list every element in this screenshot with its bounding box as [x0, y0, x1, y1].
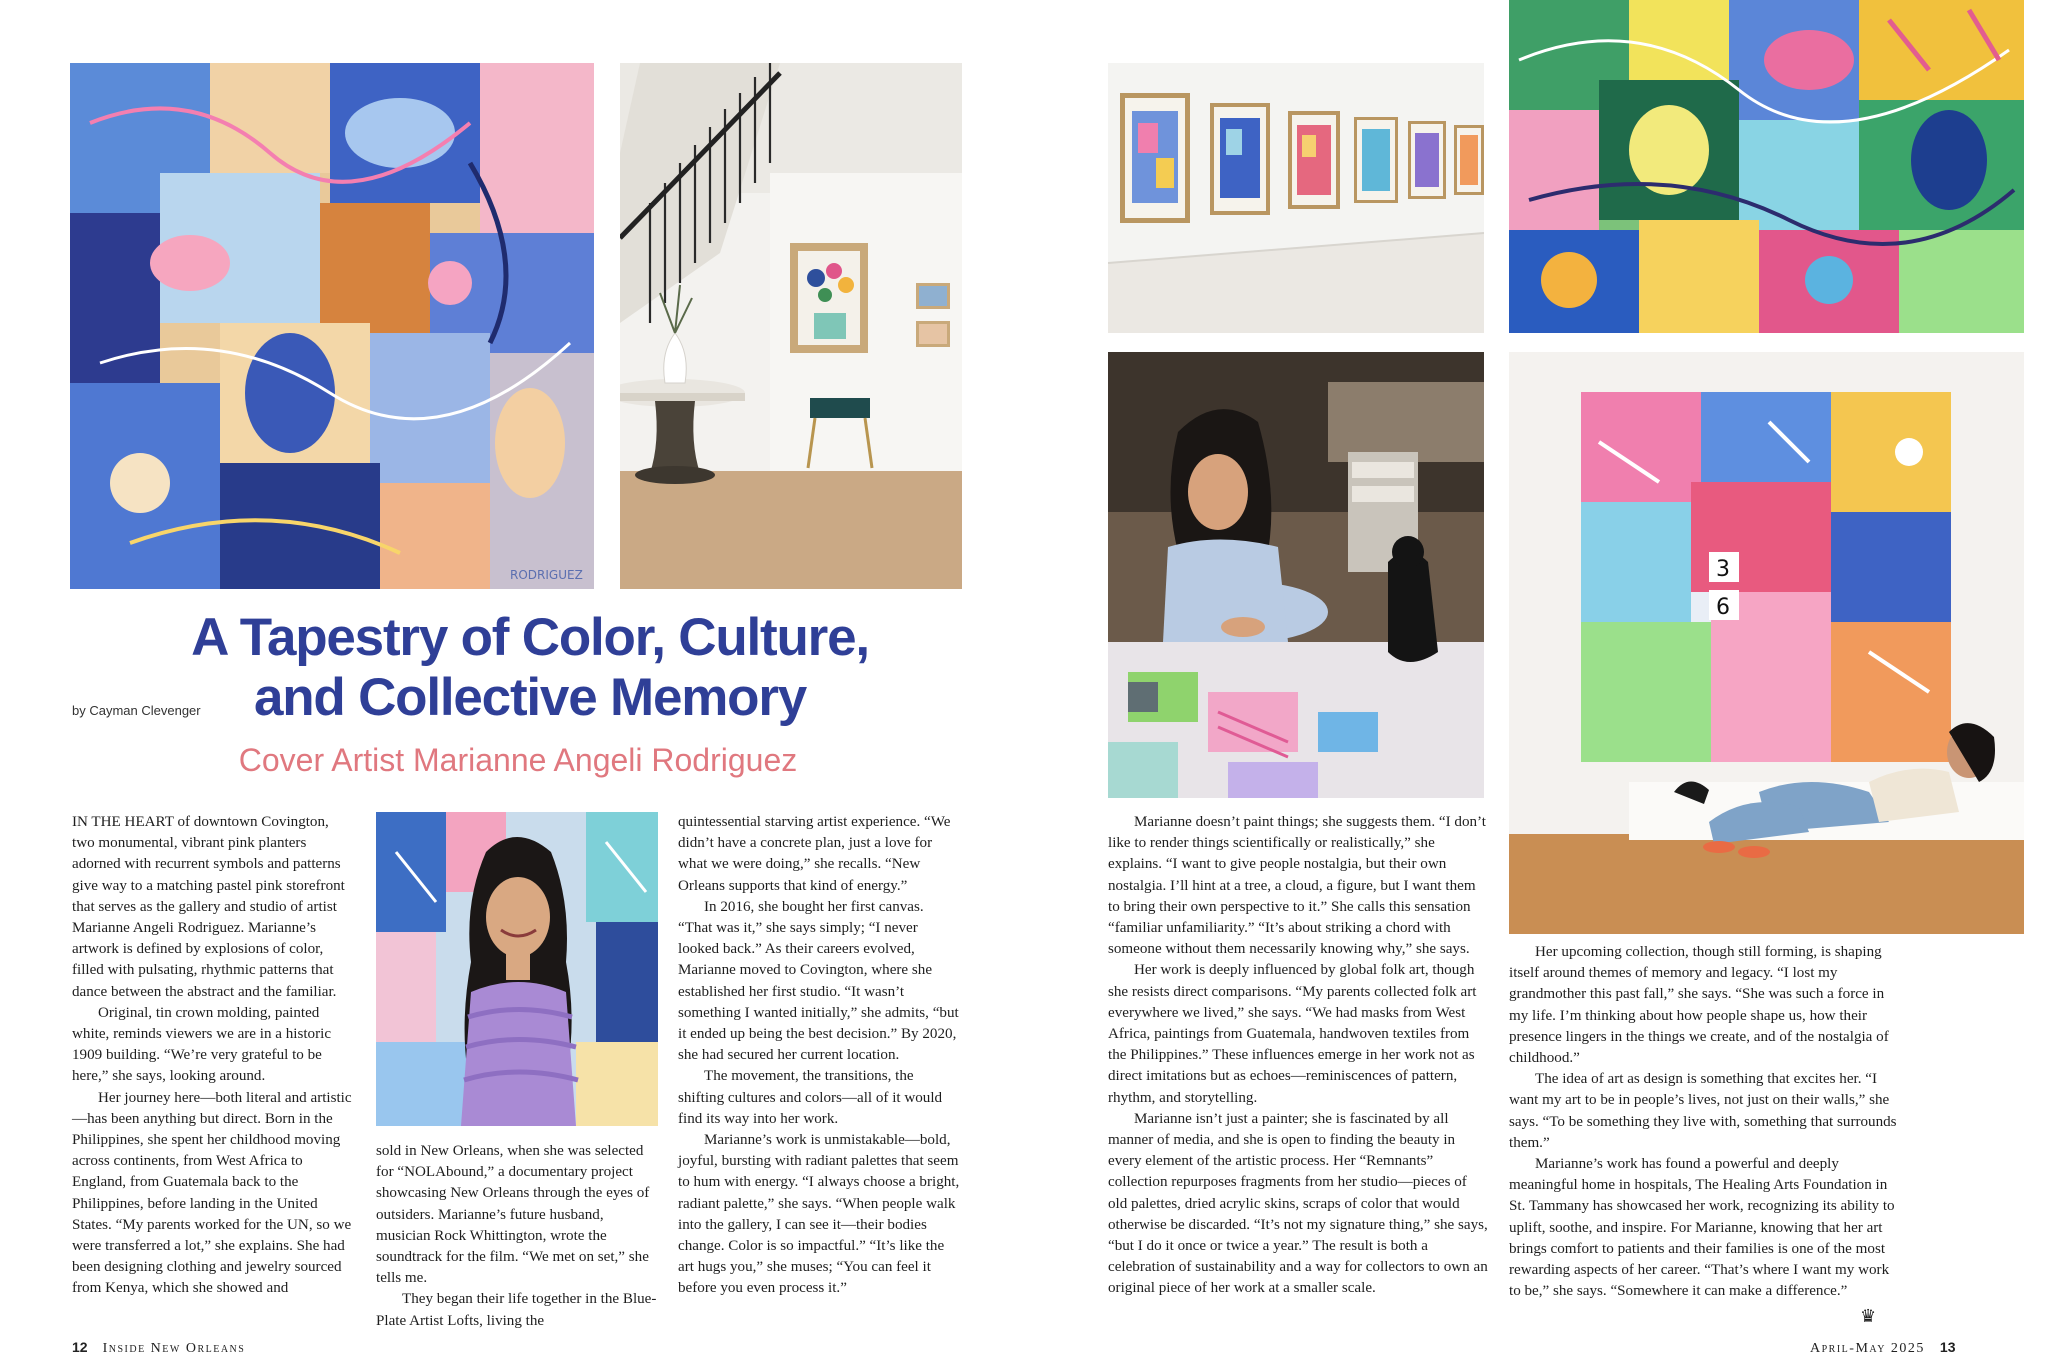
paragraph: The movement, the transitions, the shifting cultures and colors—all of it would find its way into her work.: [678, 1068, 943, 1127]
paragraph: Original, tin crown molding, painted white, reminds viewers we are in a historic 1909 building. “We’re very grateful to be here,” she says, looking around.: [72, 1004, 332, 1085]
issue-date: April-May 2025: [1810, 1341, 1925, 1356]
painting-signature: RODRIGUEZ: [510, 568, 583, 582]
left-folio: [72, 1339, 245, 1357]
paragraph: sold in New Orleans, when she was selected for “NOLAbound,” a documentary project showcasing New Orleans through the eyes of outsiders. Marianne’s future husband, musician Rock Whittington, wrote the soundtrack for the film. “We met on set,” she tells me.: [376, 1143, 650, 1287]
publication-name: Inside New Orleans: [102, 1341, 246, 1356]
page-number-right: 13: [1939, 1339, 1956, 1355]
page-number-left: 12: [72, 1339, 88, 1355]
article-subtitle: Cover Artist Marianne Angeli Rodriguez: [238, 742, 798, 778]
article-column-2: [376, 1141, 658, 1332]
interior-staircase-photo: [620, 63, 962, 589]
green-abstract-painting-photo: [1509, 0, 2024, 333]
byline: by Cayman Clevenger: [72, 703, 201, 718]
article-title: [150, 608, 910, 728]
paragraph: Marianne doesn’t paint things; she suggests them. “I don’t like to render things scientifically or realistically,” she explains. “I want to give people nostalgia, but their own nostalgia. I’ll hint at a tree, a cloud, a figure, but I want them to bring their own perspective to it.” She calls this sensation “familiar unfamiliarity.” “It’s about striking a chord with someone without them necessarily knowing why,” she says.: [1108, 814, 1486, 958]
artist-studio-photo: [1108, 352, 1484, 798]
canvas-number-3: 3: [1716, 557, 1730, 582]
paragraph: Marianne’s work has found a powerful and deeply meaningful home in hospitals, The Healing Arts Foundation in St. Tammany has showcased her work, recognizing its ability to uplift, soothe, and inspire. For Marianne, knowing that her art brings comfort to patients and their families is one of the most rewarding aspects of her career. “That’s where I want my work to be,” she says. “Somewhere it can make a difference.”: [1509, 1156, 1895, 1300]
canvas-number-6: 6: [1716, 595, 1730, 620]
paragraph: IN THE HEART of downtown Covington, two monumental, vibrant pink planters adorned with recurrent symbols and patterns give way to a matching pastel pink storefront that serves as the gallery and studio of artist Marianne Angeli Rodriguez. Marianne’s artwork is defined by explosions of color, filled with pulsating, rhythmic patterns that dance between the abstract and the familiar.: [72, 814, 345, 1000]
title-line-1: A Tapestry of Color, Culture,: [191, 608, 869, 667]
paragraph: Her journey here—both literal and artistic—has been anything but direct. Born in the Philippines, she spent her childhood moving across continents, from West Africa to England, from Guatemala back to the Philippines, before landing in the United States. “My parents worked for the UN, so we were transferred a lot,” she explains. She had been designing clothing and jewelry sourced from Kenya, which she showed and: [72, 1089, 352, 1297]
article-column-4: [1108, 812, 1488, 1300]
article-column-5: [1509, 942, 1899, 1302]
article-column-1: [72, 812, 352, 1300]
paragraph: In 2016, she bought her first canvas. “That was it,” she says simply; “I never looked back.” As their careers evolved, Marianne moved to Covington, where she established her first studio. “It wasn’t something I wanted initially,” she admits, “but it ended up being the best decision.” By 2020, she had secured her current location.: [678, 898, 959, 1064]
gallery-wall-photo: [1108, 63, 1484, 333]
paragraph: Marianne’s work is unmistakable—bold, joyful, bursting with radiant palettes that seem to hum with energy. “I always choose a bright, radiant palette,” she says. “When people walk into the gallery, I can see it—their bodies change. Color is so impactful.” “It’s like the art hugs you,” she muses; “You can feel it before you even process it.”: [678, 1132, 960, 1297]
end-mark-icon: ♛: [1860, 1306, 1877, 1327]
paragraph: quintessential starving artist experience. “We didn’t have a concrete plan, just a love for what we were doing,” she recalls. “New Orleans supports that kind of energy.”: [678, 814, 951, 894]
paragraph: They began their life together in the Blue-Plate Artist Lofts, living the: [376, 1291, 657, 1329]
title-line-2: and Collective Memory: [253, 668, 807, 727]
right-folio: [1810, 1339, 1956, 1357]
paragraph: The idea of art as design is something that excites her. “I want my art to be in people’s lives, not just on their walls,” she says. “To be something they live with, something that surrounds them.”: [1509, 1071, 1897, 1151]
article-column-3: [678, 812, 960, 1300]
paragraph: Her work is deeply influenced by global folk art, though she resists direct comparisons. “My parents collected folk art everywhere we lived,” she says. “We had masks from West Africa, paintings from Guatemala, handwoven textiles from the Philippines.” These influences emerge in her work not as direct imitations but as echoes—reminiscences of pattern, rhythm, and storytelling.: [1108, 962, 1477, 1106]
paragraph: Her upcoming collection, though still forming, is shaping itself around themes of memory and legacy. “I lost my grandmother this past fall,” she says. “She was such a force in my life. I’m thinking about how people shape us, how their presence lingers in the things we create, and of the nostalgia of childhood.”: [1509, 944, 1889, 1067]
artist-portrait-photo: [376, 812, 658, 1126]
abstract-painting-photo: [70, 63, 594, 589]
artist-gallery-reclining-photo: [1509, 352, 2024, 934]
paragraph: Marianne isn’t just a painter; she is fascinated by all manner of media, and she is open to finding the beauty in every element of the artistic process. Her “Remnants” collection repurposes fragments from her studio—pieces of old palettes, dried acrylic skins, scraps of color that would otherwise be discarded. “It’s not my signature thing,” she says, “but I do it once or twice a year.” The result is both a celebration of sustainability and a way for collectors to own an original piece of her work at a smaller scale.: [1108, 1110, 1488, 1297]
